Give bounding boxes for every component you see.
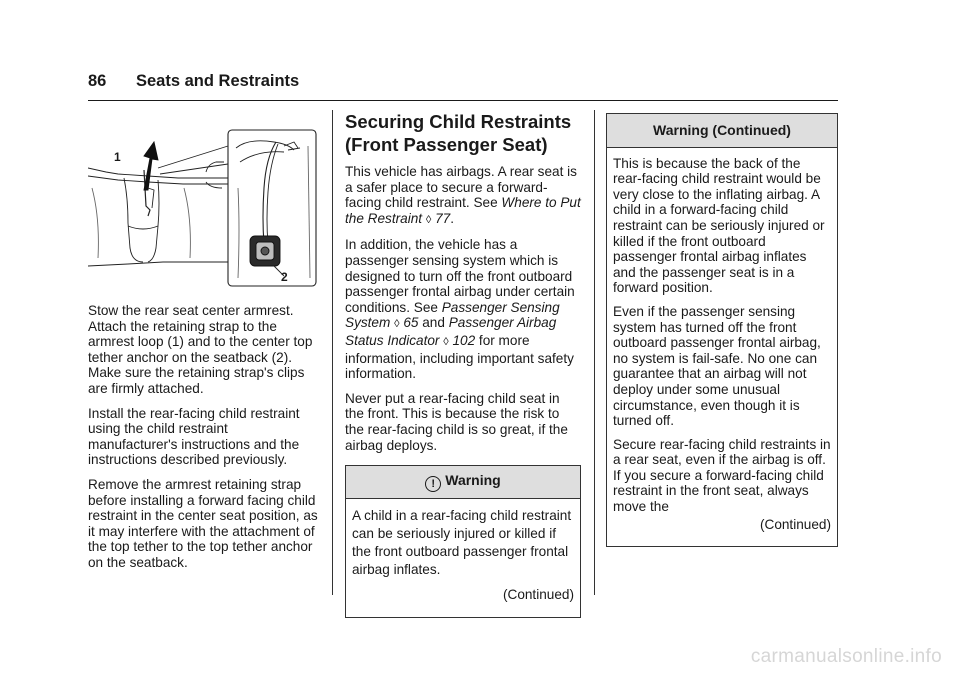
page-header [88, 70, 838, 101]
callout-2: 2 [281, 270, 288, 284]
continued-label: (Continued) [759, 516, 831, 532]
warning-body [607, 148, 837, 547]
paragraph: Remove the armrest retaining strap before installing a forward facing child restraint in the center seat position, as it may interfere with the attachment of the top tether to the top tether anchor on the seatback. [88, 476, 318, 570]
seat-drawing [88, 128, 318, 290]
column-divider [332, 110, 333, 595]
paragraph [345, 237, 581, 381]
warning-box [345, 465, 581, 618]
warning-text: This is because the back of the rear-facing child restraint would be very close to the inflating airbag. A child in a forward-facing child restraint can be seriously injured or killed if the front outboard passenger frontal airbag inflates and the passenger seat is in a forward position. [613, 155, 825, 296]
paragraph: Never put a rear-facing child seat in the front. This is because the risk to the rear-facing child is so great, if the airbag deploys. [345, 390, 568, 453]
warning-body [346, 499, 580, 617]
page-ref-icon: ◊ [425, 213, 432, 226]
ref-title: Passenger Sensing System [345, 299, 560, 331]
paragraph: Stow the rear seat center armrest. Attach the retaining strap to the armrest loop (1) and to the center top tether anchor on the seatback (2). Make sure the retaining strap's clips are firmly attached. [88, 303, 313, 396]
ref-page: 102 [452, 332, 476, 348]
paragraph-text: and [422, 315, 445, 331]
ref-page: 77 [435, 210, 451, 226]
section-title: Seats and Restraints [136, 72, 300, 90]
warning-box-continued [606, 113, 838, 547]
warning-text: A child in a rear-facing child restraint can be seriously injured or killed if the front outboard passenger frontal airbag inflates. [352, 508, 572, 578]
column-left [88, 303, 320, 580]
column-right [606, 113, 838, 547]
page-ref-icon: ◊ [394, 318, 400, 331]
paragraph-text: This vehicle has airbags. A rear seat is a safer place to secure a forward-facing child restraint. See [345, 164, 577, 211]
paragraph: This vehicle has airbags. A rear seat is a safer place to secure a forward-facing child restraint. See Where to Put the Restraint ◊ 77. [345, 164, 581, 226]
warning-header: Warning (Continued) [607, 114, 837, 148]
callout-1: 1 [114, 150, 121, 164]
continued-label: (Continued) [502, 587, 574, 603]
watermark: carmanualsonline.info [750, 646, 942, 667]
paragraph-text: for more information, including important safety information. [345, 332, 574, 382]
warning-header [346, 466, 580, 499]
column-middle [345, 110, 581, 618]
paragraph-text: In addition, the vehicle has a passenger sensing system which is designed to turn off the front outboard passenger frontal airbag under certain conditions. See [345, 237, 575, 315]
warning-text: Even if the passenger sensing system has turned off the front outboard passenger frontal airbag, no system is fail-safe. No one can guarantee that an airbag will not deploy under some unusual circumstance, even though it is turned off. [613, 303, 821, 429]
page-number: 86 [88, 72, 107, 90]
warning-icon: ! [425, 476, 441, 492]
seat-illustration [88, 128, 318, 290]
page-ref-icon: ◊ [443, 335, 449, 348]
warning-title: Warning [445, 472, 501, 489]
heading: Securing Child Restraints (Front Passenger Seat) [345, 111, 572, 155]
paragraph: Install the rear-facing child restraint using the child restraint manufacturer's instructions and the instructions described previously. [88, 405, 300, 468]
ref-title: Passenger Airbag Status Indicator [345, 315, 557, 348]
ref-title: Where to Put the Restraint [345, 195, 581, 226]
ref-page: 65 [403, 315, 419, 331]
warning-text: Secure rear-facing child restraints in a rear seat, even if the airbag is off. If you secure a forward-facing child restraint in the front seat, always move the [613, 436, 831, 515]
column-divider [594, 110, 595, 595]
